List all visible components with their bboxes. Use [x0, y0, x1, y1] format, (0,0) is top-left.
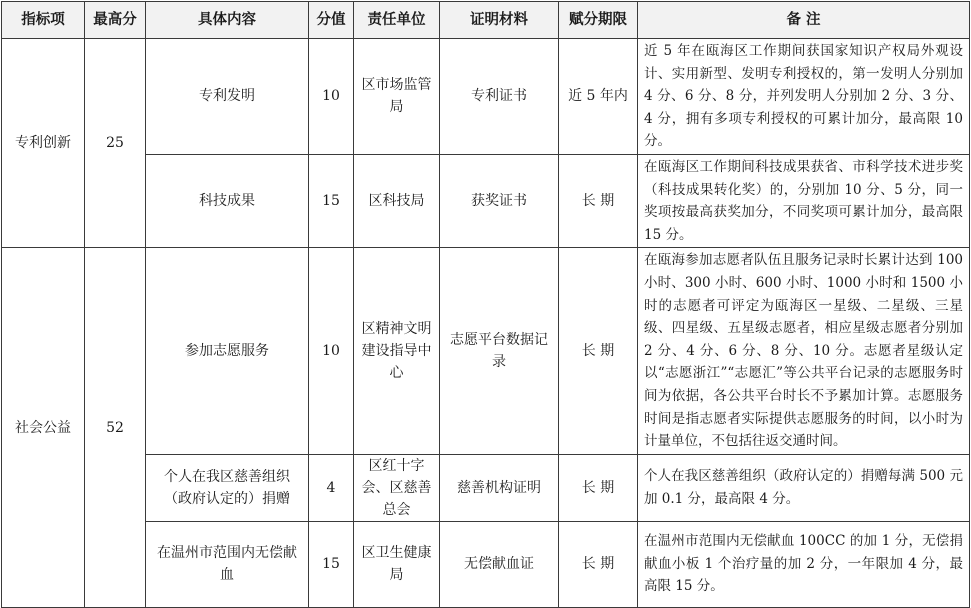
table-row	[2, 39, 970, 155]
table-row	[2, 454, 970, 521]
unit-cell: 区科技局	[354, 154, 440, 247]
max-score-cell: 25	[85, 39, 146, 248]
note-cell: 个人在我区慈善组织（政府认定的）捐赠每满 500 元加 0.1 分，最高限 4 分。	[638, 454, 970, 521]
proof-cell: 无偿献血证	[440, 521, 559, 607]
note-cell: 在瓯海区工作期间科技成果获省、市科学技术进步奖（科技成果转化奖）的，分别加 10 分、5 分，同一奖项按最高获奖加分，不同奖项可累计加分，最高限 15 分。	[638, 154, 970, 247]
max-score-cell: 52	[85, 248, 146, 607]
header-note: 备 注	[638, 2, 970, 39]
note-cell: 在瓯海参加志愿者队伍且服务记录时长累计达到 100 小时、300 小时、600 小时、1000 小时和 1500 小时的志愿者可评定为瓯海区一星级、二星级、三星级、四星级、五星级志愿者，相应星级志愿者分别加 2 分、4 分、6 分、8 分、10 分。志愿者星级认定以“志愿浙江”“志愿汇”等公共平台记录的志愿服务时间为依据，各公共平台时长不予累加计算。志愿服务时间是指志愿者实际提供志愿服务的时间，以小时为计量单位，不包括往返交通时间。	[638, 248, 970, 454]
period-cell: 近 5 年内	[559, 39, 638, 155]
period-cell: 长 期	[559, 154, 638, 247]
scoring-table	[1, 1, 970, 608]
content-cell: 参加志愿服务	[146, 248, 309, 454]
header-period: 赋分期限	[559, 2, 638, 39]
table-row	[2, 521, 970, 607]
header-max-score: 最高分	[85, 2, 146, 39]
header-indicator: 指标项	[2, 2, 85, 39]
note-cell: 在温州市范围内无偿献血 100CC 的加 1 分，无偿捐献血小板 1 个治疗量的加 2 分，一年限加 4 分，最高限 15 分。	[638, 521, 970, 607]
indicator-cell: 专利创新	[2, 39, 85, 248]
score-cell: 15	[309, 154, 354, 247]
proof-cell: 获奖证书	[440, 154, 559, 247]
score-cell: 10	[309, 39, 354, 155]
score-cell: 4	[309, 454, 354, 521]
period-cell: 长 期	[559, 454, 638, 521]
header-score: 分值	[309, 2, 354, 39]
proof-cell: 志愿平台数据记录	[440, 248, 559, 454]
content-cell: 在温州市范围内无偿献血	[146, 521, 309, 607]
unit-cell: 区红十字会、区慈善总会	[354, 454, 440, 521]
header-row	[2, 2, 970, 39]
period-cell: 长 期	[559, 248, 638, 454]
unit-cell: 区卫生健康局	[354, 521, 440, 607]
table-row	[2, 248, 970, 454]
score-cell: 15	[309, 521, 354, 607]
unit-cell: 区精神文明建设指导中心	[354, 248, 440, 454]
content-cell: 科技成果	[146, 154, 309, 247]
note-cell: 近 5 年在瓯海区工作期间获国家知识产权局外观设计、实用新型、发明专利授权的，第一发明人分别加 4 分、6 分、8 分，并列发明人分别加 2 分、3 分、4 分，拥有多项专利授权的可累计加分，最高限 10 分。	[638, 39, 970, 155]
content-cell: 个人在我区慈善组织（政府认定的）捐赠	[146, 454, 309, 521]
indicator-cell: 社会公益	[2, 248, 85, 607]
header-content: 具体内容	[146, 2, 309, 39]
header-proof: 证明材料	[440, 2, 559, 39]
header-unit: 责任单位	[354, 2, 440, 39]
proof-cell: 专利证书	[440, 39, 559, 155]
period-cell: 长 期	[559, 521, 638, 607]
proof-cell: 慈善机构证明	[440, 454, 559, 521]
unit-cell: 区市场监管局	[354, 39, 440, 155]
table-row	[2, 154, 970, 247]
content-cell: 专利发明	[146, 39, 309, 155]
score-cell: 10	[309, 248, 354, 454]
